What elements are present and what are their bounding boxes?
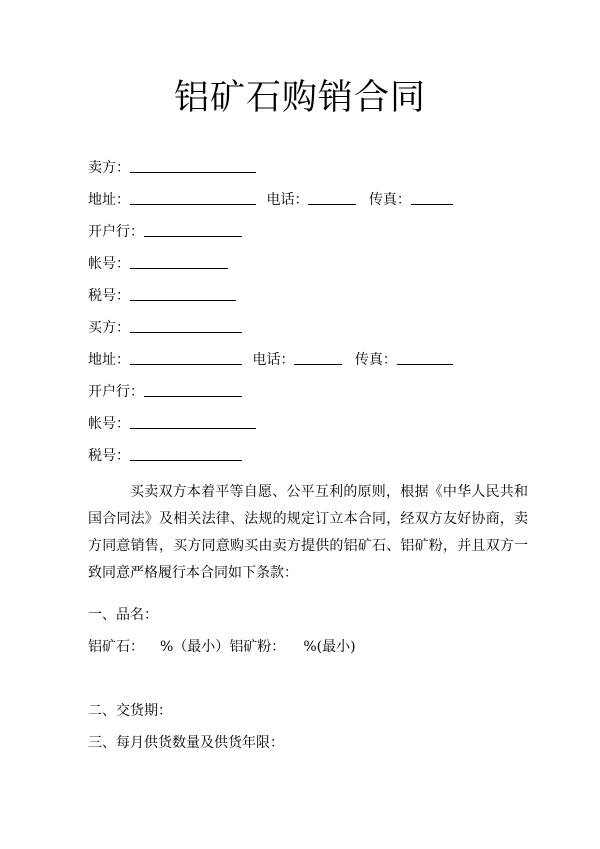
buyer-tax-blank[interactable] [130, 446, 242, 461]
seller-bank-label: 开户行： [88, 224, 144, 240]
seller-fax-blank[interactable] [411, 190, 453, 205]
powder-label: 铝矿粉： [229, 639, 286, 655]
seller-account-blank[interactable] [130, 254, 228, 269]
section-2-heading: 二、交货期： [88, 703, 172, 719]
seller-address-blank[interactable] [130, 190, 256, 205]
buyer-phone-label: 电话： [252, 352, 295, 368]
contract-title: 铝矿石购销合同 [173, 78, 426, 118]
seller-tax-blank[interactable] [130, 286, 236, 301]
seller-address-label: 地址： [88, 192, 130, 208]
seller-account-row [88, 254, 228, 274]
buyer-bank-blank[interactable] [144, 382, 242, 397]
intro-paragraph: 买卖双方本着平等自愿、公平互利的原则，根据《中华人民共和国合同法》及相关法律、法规的规定订立本合同，经双方友好协商，卖方同意销售，买方同意购买由卖方提供的铝矿石、铝矿粉，并且双方一致同意严格履行本合同如下条款： [88, 484, 528, 581]
seller-account-label: 帐号： [88, 256, 130, 272]
seller-tax-row [88, 286, 236, 306]
seller-phone-blank[interactable] [308, 190, 356, 205]
seller-phone-label: 电话： [266, 192, 309, 208]
section-1-content [88, 637, 356, 657]
buyer-bank-label: 开户行： [88, 384, 144, 400]
buyer-address-label: 地址： [88, 352, 130, 368]
buyer-name-label: 买方： [88, 320, 130, 336]
seller-tax-label: 税号： [88, 288, 130, 304]
seller-name-label: 卖方： [88, 160, 130, 176]
buyer-name-blank[interactable] [130, 318, 242, 333]
buyer-fax-blank[interactable] [397, 350, 453, 365]
buyer-tax-label: 税号： [88, 448, 130, 464]
buyer-phone-blank[interactable] [294, 350, 342, 365]
seller-bank-row [88, 222, 242, 242]
buyer-name-row [88, 318, 242, 338]
buyer-fax-label: 传真： [354, 352, 397, 368]
seller-bank-blank[interactable] [144, 222, 242, 237]
powder-value: %(最小) [303, 639, 356, 655]
seller-name-blank[interactable] [130, 158, 256, 173]
section-3-heading: 三、每月供货数量及供货年限： [88, 735, 284, 751]
buyer-bank-row [88, 382, 242, 402]
seller-fax-label: 传真： [368, 192, 411, 208]
buyer-account-blank[interactable] [130, 414, 256, 429]
buyer-account-label: 帐号： [88, 416, 130, 432]
seller-address-row [88, 190, 453, 210]
ore-label: 铝矿石： [88, 639, 144, 655]
seller-name-row [88, 158, 256, 178]
ore-value: %（最小） [160, 639, 230, 655]
buyer-account-row [88, 414, 256, 434]
buyer-address-row [88, 350, 453, 370]
buyer-tax-row [88, 446, 242, 466]
buyer-address-blank[interactable] [130, 350, 242, 365]
section-1-heading: 一、品名： [88, 607, 158, 623]
